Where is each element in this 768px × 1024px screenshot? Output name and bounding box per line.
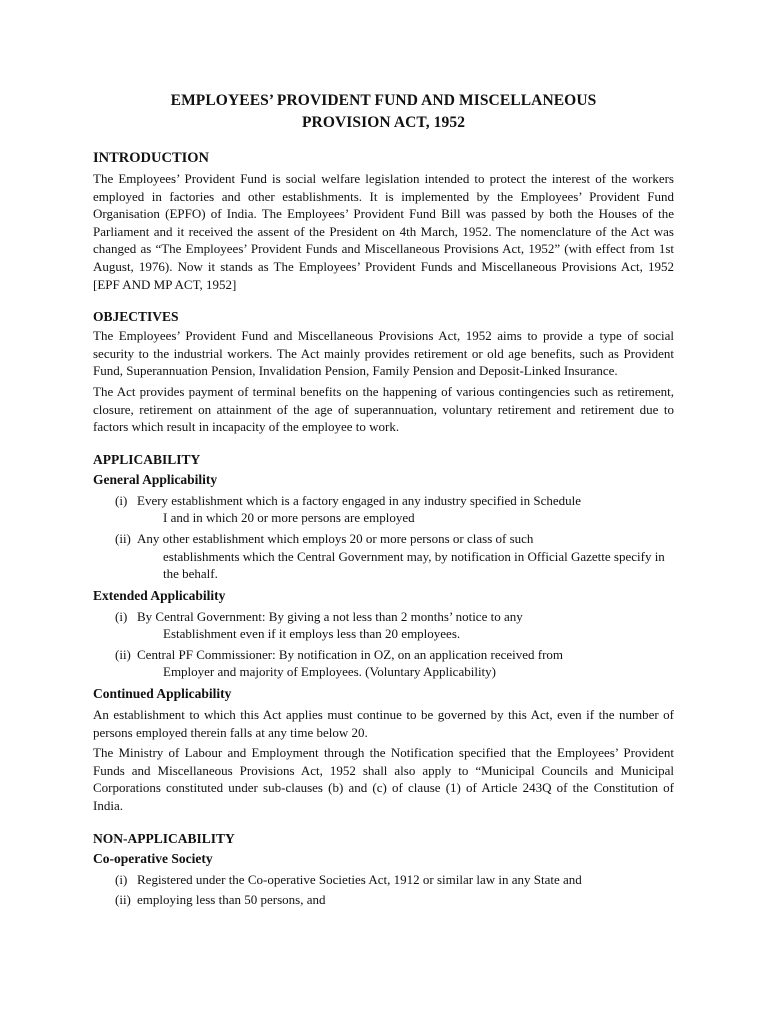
document-title: [93, 90, 674, 134]
list-item-number: (i): [115, 492, 128, 508]
extended-applicability-heading: Extended Applicability: [93, 587, 226, 603]
objectives-heading: OBJECTIVES: [93, 309, 179, 325]
applicability-heading: APPLICABILITY: [93, 451, 201, 467]
general-applicability-list: [93, 492, 674, 583]
list-item: [93, 530, 674, 583]
list-item: [93, 492, 674, 527]
list-item-text: employing less than 50 persons, and: [137, 892, 326, 908]
continued-applicability-heading: Continued Applicability: [93, 686, 232, 702]
objectives-paragraph-1: The Employees’ Provident Fund and Miscellaneous Provisions Act, 1952 aims to provide a type of social security to the industrial workers. The Act mainly provides retirement or old age benefits, such as Provident Fund, Superannuation Pension, Invalidation Pension, Family Pension and Deposit-Linked Insurance.: [93, 328, 674, 379]
list-item-text: Every establishment which is a factory engaged in any industry specified in Schedule: [137, 492, 582, 508]
list-item-number: (ii): [115, 530, 131, 546]
title-line-2: PROVISION ACT, 1952: [301, 114, 466, 131]
list-item-text: By Central Government: By giving a not less than 2 months’ notice to any: [137, 608, 523, 624]
list-item: [93, 891, 674, 909]
title-line-1: EMPLOYEES’ PROVIDENT FUND AND MISCELLANEOUS: [170, 92, 597, 109]
list-item-number: (i): [115, 608, 128, 624]
objectives-paragraph-2: The Act provides payment of terminal benefits on the happening of various contingencies such as retirement, closure, retirement on attainment of the age of superannuation, voluntary retirement and retirement due to factors which result in incapacity of the employee to work.: [93, 383, 674, 435]
list-item-text: Registered under the Co-operative Societies Act, 1912 or similar law in any State and: [137, 871, 582, 887]
list-item: [93, 871, 674, 889]
cooperative-society-list: [93, 871, 674, 909]
list-item: [93, 608, 674, 643]
list-item-continuation: Establishment even if it employs less than 20 employees.: [163, 626, 461, 642]
list-item-number: (ii): [115, 892, 131, 908]
list-item-continuation: Employer and majority of Employees. (Voluntary Applicability): [163, 664, 496, 680]
introduction-paragraph: The Employees’ Provident Fund is social welfare legislation intended to protect the interest of the workers employed in factories and other establishments. It is implemented by the Employees’ Provident Fund Organisation (EPFO) of India. The Employees’ Provident Fund Bill was passed by both the Houses of the Parliament and it received the assent of the President on 4th March, 1952. The nomenclature of the Act was changed as “The Employees’ Provident Funds and Miscellaneous Provisions Act, 1952” (with effect from 1st August, 1976). Now it stands as The Employees’ Provident Funds and Miscellaneous Provisions Act, 1952 [EPF AND MP ACT, 1952]: [93, 171, 674, 292]
list-item-text: Central PF Commissioner: By notification in OZ, on an application received from: [137, 646, 564, 662]
non-applicability-heading: NON-APPLICABILITY: [93, 830, 235, 846]
continued-applicability-paragraph-2: The Ministry of Labour and Employment through the Notification specified that the Employees’ Provident Funds and Miscellaneous Provisions Act, 1952 shall also apply to “Municipal Councils and Municipal Corporations constituted under sub-clauses (b) and (c) of clause (1) of Article 243Q of the Constitution of India.: [93, 745, 674, 814]
list-item: [93, 646, 674, 681]
cooperative-society-heading: Co-operative Society: [93, 850, 213, 866]
introduction-heading: INTRODUCTION: [93, 150, 210, 166]
general-applicability-heading: General Applicability: [93, 471, 218, 487]
list-item-number: (i): [115, 871, 128, 887]
list-item-number: (ii): [115, 646, 131, 662]
extended-applicability-list: [93, 608, 674, 681]
list-item-text: Any other establishment which employs 20 or more persons or class of such: [137, 530, 534, 546]
list-item-continuation: establishments which the Central Government may, by notification in Official Gazette specify in the behalf.: [163, 548, 665, 582]
continued-applicability-paragraph-1: An establishment to which this Act applies must continue to be governed by this Act, even if the number of persons employed therein falls at any time below 20.: [93, 707, 674, 740]
list-item-continuation: I and in which 20 or more persons are employed: [163, 510, 415, 526]
